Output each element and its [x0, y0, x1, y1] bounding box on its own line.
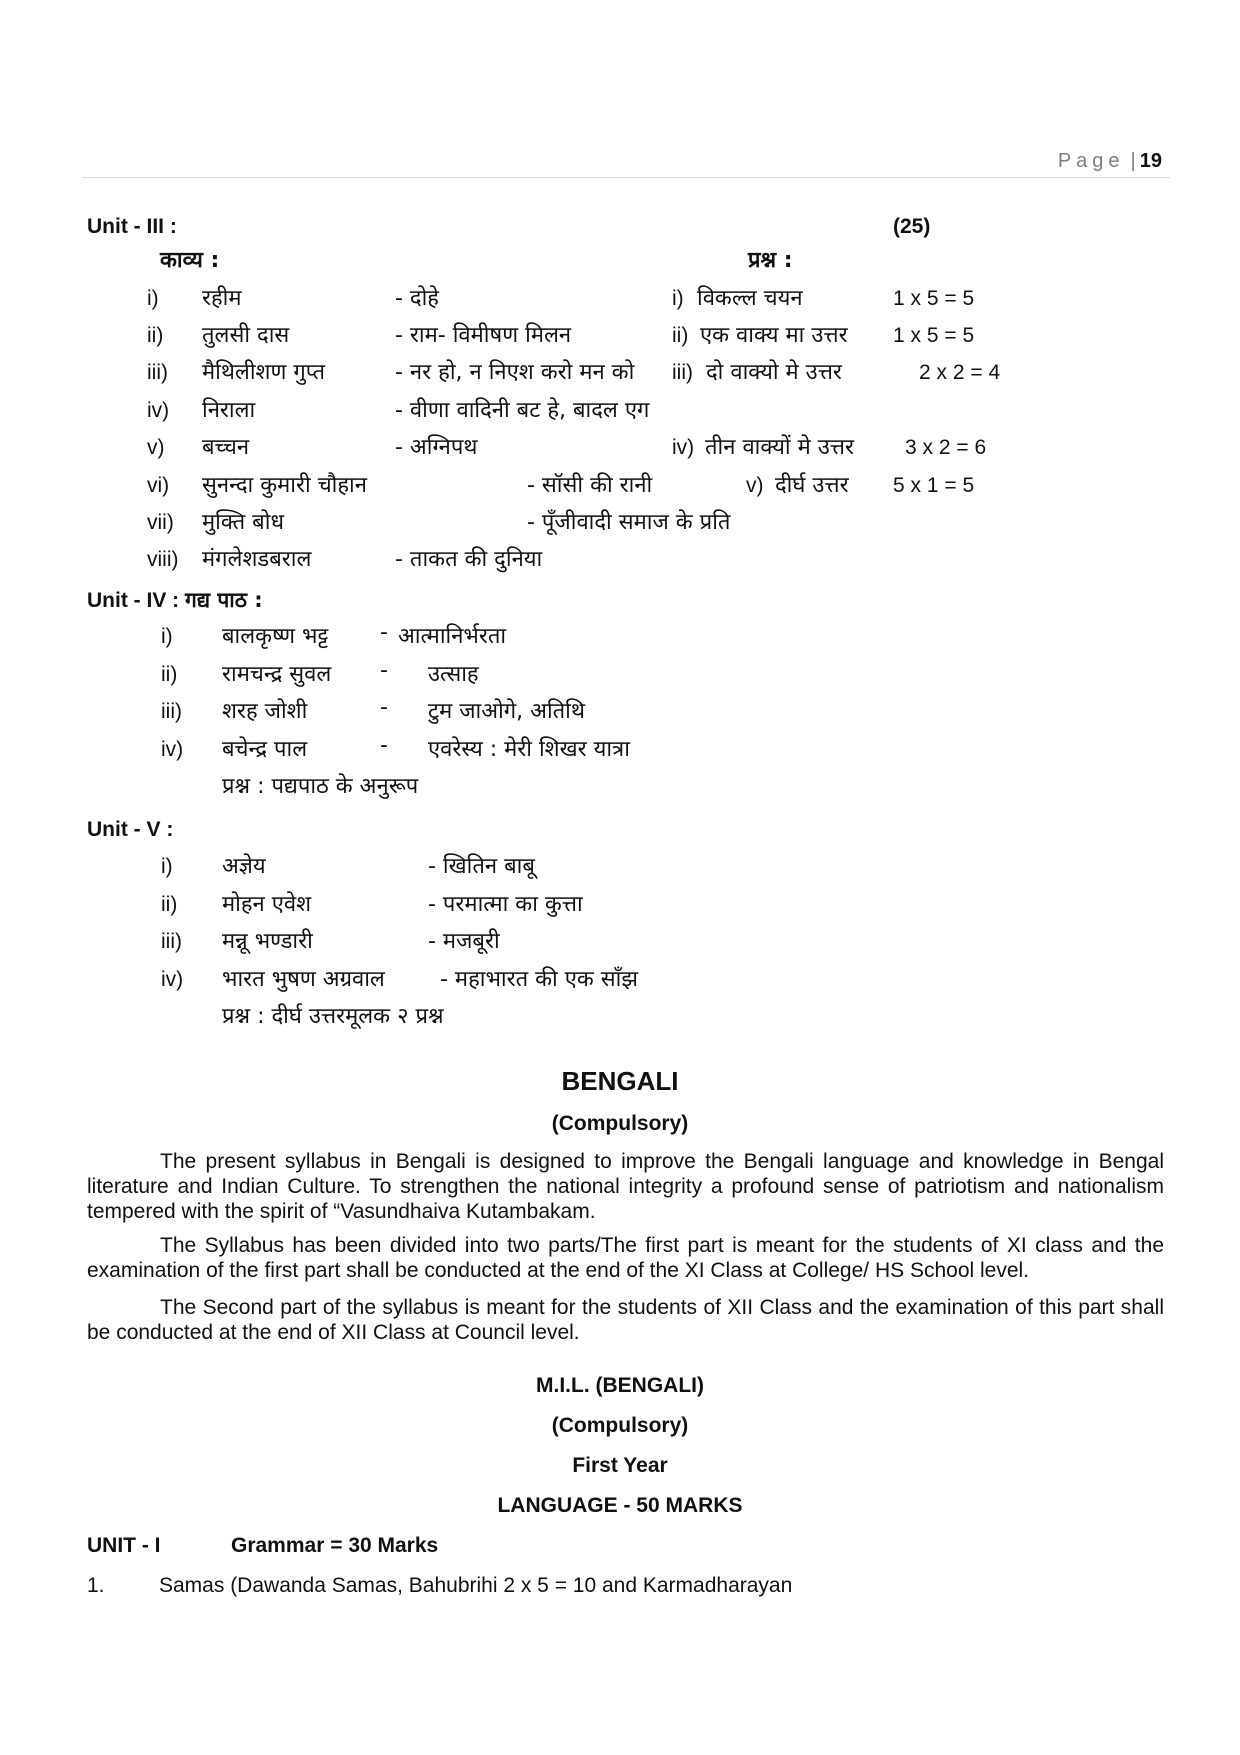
- question-number: iii): [672, 361, 693, 384]
- kavya-heading: काव्य :: [160, 248, 220, 273]
- prashn-heading: प्रश्न :: [748, 248, 793, 273]
- list-item-number: iv): [161, 738, 184, 761]
- author-name: मोहन एवेश: [222, 892, 312, 917]
- section-title: BENGALI: [561, 1066, 679, 1096]
- list-item-number: viii): [147, 548, 179, 571]
- mil-title: M.I.L. (BENGALI): [536, 1374, 704, 1397]
- language-marks-heading: LANGUAGE - 50 MARKS: [497, 1494, 743, 1517]
- poet-name: बच्चन: [202, 435, 250, 460]
- mil-subtitle: (Compulsory): [551, 1414, 689, 1437]
- author-name: बचेन्द्र पाल: [222, 737, 308, 762]
- page-word: Page: [1057, 150, 1125, 172]
- intro-paragraph-3: The Second part of the syllabus is meant for the students of XII Class and the examination of this part shall be conducted at the end of XII Class at Council level.: [87, 1296, 1164, 1344]
- author-name: भारत भुषण अग्रवाल: [222, 967, 385, 992]
- poet-name: निराला: [202, 398, 256, 423]
- list-item-number: iv): [147, 399, 170, 422]
- author-name: रामचन्द्र सुवल: [222, 662, 332, 687]
- question-number: v): [746, 474, 764, 497]
- dash: -: [380, 620, 388, 645]
- question-marks: 5 x 1 = 5: [893, 474, 975, 497]
- dash: -: [380, 695, 388, 720]
- poem-title: - वीणा वादिनी बट हे, बादल एग: [395, 398, 650, 423]
- list-item-number: iii): [161, 930, 182, 953]
- work-title: - खितिन बाबू: [428, 854, 535, 879]
- intro-paragraph-1: The present syllabus in Bengali is designed to improve the Bengali language and knowledge in Bengal literature and Indian Culture. To strengthen the national integrity a profound sense of patriotism and nationalism tempered with the spirit of “Vasundhaiva Kutambakam.: [87, 1150, 1164, 1223]
- unit-3-title: Unit - III :: [87, 215, 177, 238]
- list-item-number: vi): [147, 474, 170, 497]
- header-divider: [82, 177, 1170, 178]
- work-title: - महाभारत की एक साँझ: [440, 967, 639, 992]
- poet-name: तुलसी दास: [202, 323, 290, 348]
- unit-1-title: Grammar = 30 Marks: [231, 1534, 439, 1557]
- list-item-number: i): [161, 855, 173, 878]
- unit-5-question-note: प्रश्न : दीर्घ उत्तरमूलक २ प्रश्न: [222, 1004, 444, 1029]
- poem-title: - नर हो, न निएश करो मन को: [395, 360, 635, 385]
- list-item-number: iii): [161, 700, 182, 723]
- question-marks: 3 x 2 = 6: [905, 436, 987, 459]
- dash: -: [380, 658, 388, 683]
- unit-4-title: [87, 586, 263, 614]
- work-title: - परमात्मा का कुत्ता: [428, 892, 583, 917]
- list-item-number: iv): [161, 968, 184, 991]
- list-item-number: 1.: [87, 1574, 105, 1597]
- poem-title: - दोहे: [395, 286, 439, 311]
- poem-title: - सॉसी की रानी: [527, 473, 653, 498]
- list-item-number: ii): [161, 663, 178, 686]
- section-subtitle: (Compulsory): [551, 1112, 689, 1135]
- list-item-number: ii): [161, 893, 178, 916]
- work-title: एवरेस्य : मेरी शिखर यात्रा: [428, 737, 630, 762]
- unit-1-label: UNIT - I: [87, 1534, 161, 1557]
- question-marks: 1 x 5 = 5: [893, 324, 975, 347]
- poet-name: सुनन्दा कुमारी चौहान: [202, 473, 367, 498]
- poet-name: मैथिलीशण गुप्त: [202, 360, 326, 385]
- question-number: ii): [672, 324, 689, 347]
- question-type: दो वाक्यो मे उत्तर: [706, 360, 842, 385]
- poem-title: - अग्निपथ: [395, 435, 478, 460]
- poet-name: मंगलेशडबराल: [202, 547, 312, 572]
- work-title: टुम जाओगे, अतिथि: [428, 699, 585, 724]
- unit-4-question-note: प्रश्न : पद्यपाठ के अनुरूप: [222, 774, 419, 799]
- unit-3-marks: (25): [893, 215, 931, 238]
- list-item-number: v): [147, 436, 165, 459]
- author-name: मन्नू भण्डारी: [222, 929, 313, 954]
- work-title: उत्साह: [428, 662, 479, 687]
- question-number: i): [672, 287, 684, 310]
- poet-name: मुक्ति बोध: [202, 510, 284, 535]
- dash: -: [380, 733, 388, 758]
- author-name: बालकृष्ण भट्ट: [222, 624, 329, 649]
- page-number-label: Page | 19: [1057, 150, 1162, 172]
- unit-5-title: Unit - V :: [87, 818, 174, 841]
- question-type: एक वाक्य मा उत्तर: [700, 323, 848, 348]
- list-item-number: i): [147, 287, 159, 310]
- unit-4-title-hi: गद्य पाठ :: [185, 588, 263, 612]
- poem-title: - राम- विमीषण मिलन: [395, 323, 572, 348]
- list-item-number: ii): [147, 324, 164, 347]
- question-marks: 2 x 2 = 4: [919, 361, 1001, 384]
- poem-title: - पूँजीवादी समाज के प्रति: [527, 510, 731, 535]
- question-type: दीर्घ उत्तर: [775, 473, 849, 498]
- page-number: 19: [1139, 150, 1162, 172]
- question-type: विकल्ल चयन: [697, 286, 803, 311]
- author-name: अज्ञेय: [222, 854, 266, 879]
- list-item-number: iii): [147, 361, 168, 384]
- work-title: - मजबूरी: [428, 929, 500, 954]
- list-item-number: i): [161, 625, 173, 648]
- unit-4-title-en: Unit - IV :: [87, 589, 180, 612]
- question-number: iv): [672, 436, 695, 459]
- year-heading: First Year: [572, 1454, 668, 1477]
- grammar-item-text: Samas (Dawanda Samas, Bahubrihi 2 x 5 = 10 and Karmadharayan: [159, 1574, 793, 1597]
- poet-name: रहीम: [202, 286, 242, 311]
- author-name: शरह जोशी: [222, 699, 308, 724]
- question-marks: 1 x 5 = 5: [893, 287, 975, 310]
- poem-title: - ताकत की दुनिया: [395, 547, 543, 572]
- intro-paragraph-2: The Syllabus has been divided into two parts/The first part is meant for the students of XI class and the examination of the first part shall be conducted at the end of the XI Class at College/ HS School level.: [87, 1234, 1164, 1282]
- work-title: आत्मानिर्भरता: [398, 624, 507, 649]
- list-item-number: vii): [147, 511, 174, 534]
- question-type: तीन वाक्यों मे उत्तर: [705, 435, 854, 460]
